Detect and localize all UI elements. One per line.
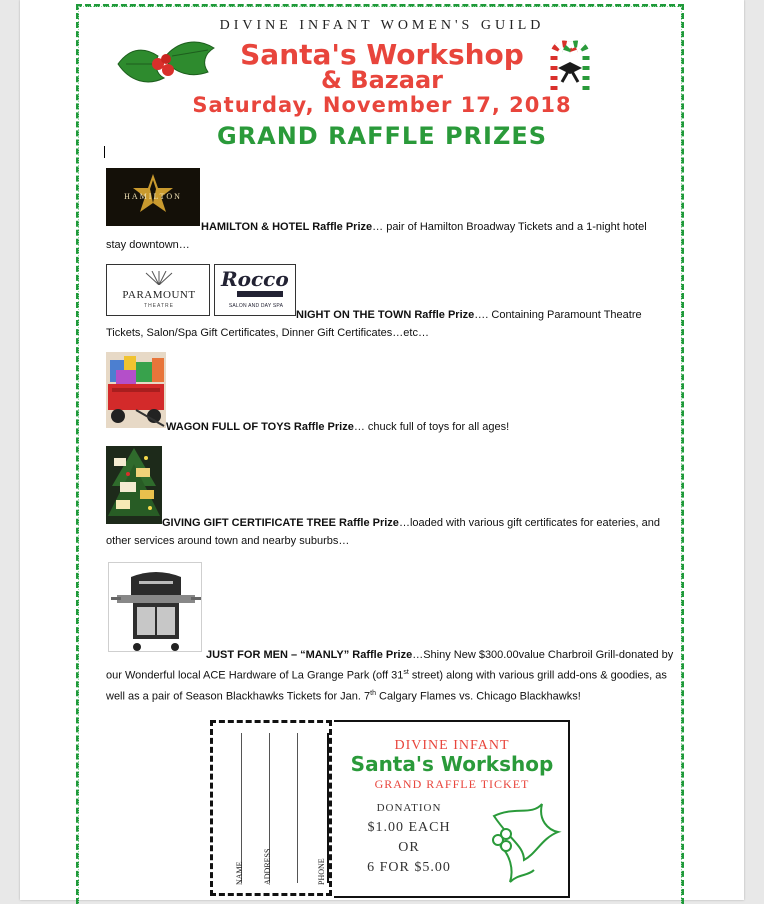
- holly-leaf-icon: [484, 796, 564, 886]
- raffle-ticket: [210, 720, 572, 900]
- ticket-price-single: $1.00 EACH: [367, 820, 451, 835]
- toy-wagon-image[interactable]: [106, 352, 166, 428]
- paramount-sub-text: THEATRE: [144, 303, 174, 309]
- gift-tree-image[interactable]: [106, 446, 162, 524]
- rocco-bar: [237, 291, 283, 297]
- paramount-text: PARAMOUNT: [122, 289, 196, 301]
- section-title: GRAND RAFFLE PRIZES: [216, 122, 548, 150]
- event-title: Santa's Workshop: [240, 38, 524, 71]
- grill-image[interactable]: [108, 562, 202, 652]
- ticket-event-name: Santa's Workshop: [350, 752, 554, 776]
- prize-toy-wagon: [166, 418, 666, 436]
- prize-description: …Shiny New $300.00value Charbroil Grill-donated by our Wonderful local ACE Hardware of La Grange Park (off 31: [106, 649, 674, 682]
- prize-night-on-town: [106, 306, 666, 342]
- prize-grill: [106, 646, 674, 705]
- prize-title: GIVING GIFT CERTIFICATE TREE Raffle Prize: [162, 517, 399, 529]
- ticket-donation-label: DONATION: [376, 802, 442, 814]
- prize-description: Calgary Flames vs. Chicago Blackhawks!: [375, 690, 581, 703]
- stub-line: [297, 733, 298, 883]
- prize-hamilton: [106, 218, 666, 254]
- ticket-price-bundle: 6 FOR $5.00: [367, 860, 451, 875]
- stub-label-address: ADDRESS: [263, 848, 272, 885]
- prize-title: NIGHT ON THE TOWN Raffle Prize: [296, 309, 475, 321]
- paramount-fan-icon: [144, 271, 174, 285]
- ticket-org: DIVINE INFANT: [394, 738, 510, 753]
- prize-description: … pair of Hamilton Broadway Tickets and a 1-night hotel stay downtown…: [106, 221, 647, 251]
- ordinal-suffix: th: [370, 689, 376, 697]
- prize-description: … chuck full of toys for all ages!: [353, 421, 510, 433]
- hamilton-logo-text: HAMILTON: [124, 192, 182, 201]
- ticket-type: GRAND RAFFLE TICKET: [374, 777, 530, 791]
- text-cursor: [104, 146, 105, 158]
- stub-label-phone: PHONE: [317, 858, 326, 885]
- prize-title: JUST FOR MEN – “MANLY” Raffle Prize: [206, 649, 413, 661]
- stub-label-name: NAME: [235, 861, 244, 885]
- event-subtitle: & Bazaar: [321, 66, 443, 94]
- ticket-main: [334, 720, 570, 898]
- prize-gift-tree: [106, 514, 672, 550]
- prize-title: WAGON FULL OF TOYS Raffle Prize: [166, 421, 354, 433]
- rocco-text: Rocco: [221, 267, 289, 291]
- rocco-sub-text: SALON AND DAY SPA: [228, 303, 284, 309]
- prize-description: …loaded with various gift certificates for eateries, and other services around town and nearby suburbs…: [106, 517, 661, 547]
- prize-title: HAMILTON & HOTEL Raffle Prize: [201, 221, 373, 233]
- prize-description: street) along with various grill add-ons & goodies, as well as a pair of Season Blackhawks Tickets for Jan. 7: [106, 669, 667, 703]
- ticket-or: OR: [398, 840, 420, 855]
- event-date: Saturday, November 17, 2018: [192, 93, 572, 117]
- guild-name: DIVINE INFANT WOMEN'S GUILD: [219, 18, 545, 33]
- prize-description: …. Containing Paramount Theatre Tickets, Salon/Spa Gift Certificates, Dinner Gift Certificates…etc…: [106, 309, 642, 339]
- ticket-stub: [210, 720, 332, 896]
- stub-perforation: [327, 733, 329, 883]
- ordinal-suffix: st: [403, 669, 409, 676]
